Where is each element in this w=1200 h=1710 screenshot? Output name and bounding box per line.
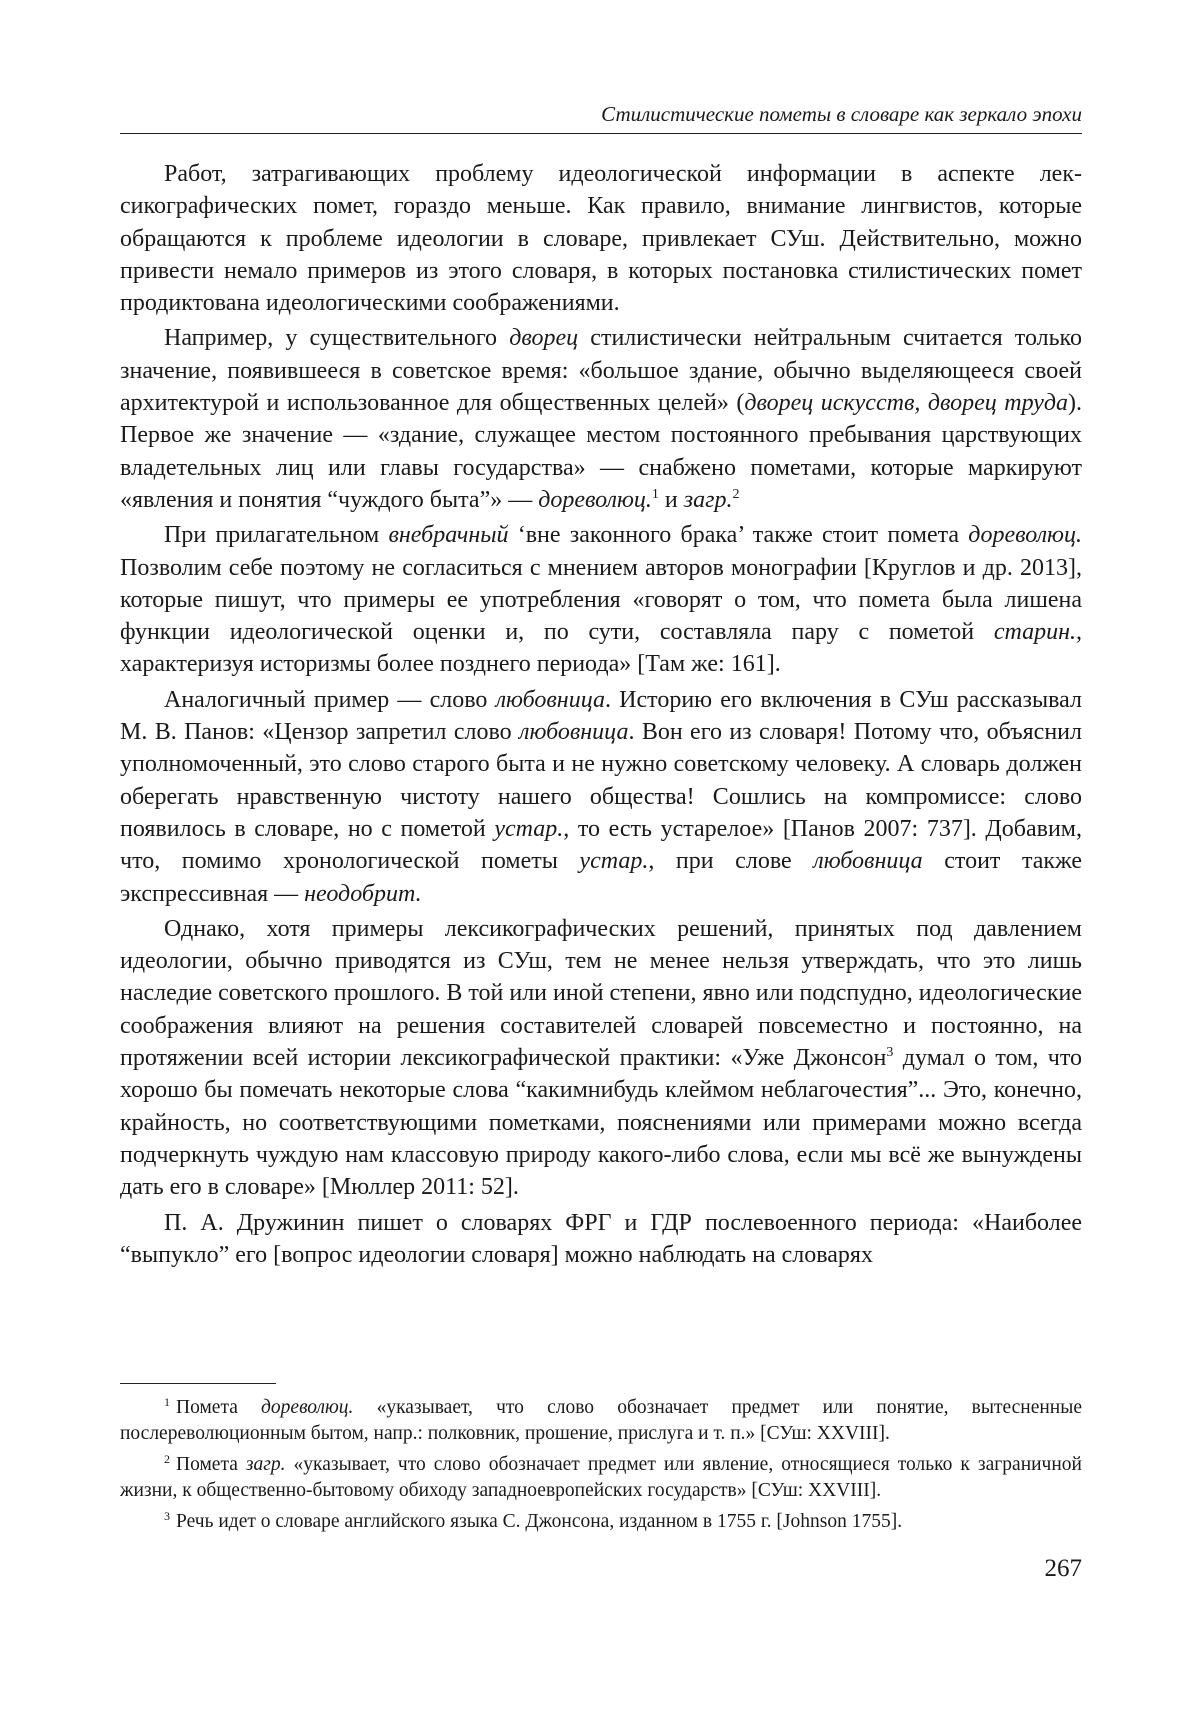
text-run: ‘вне законного брака’ также стоит помета [508, 522, 969, 549]
footnotes [120, 1395, 1082, 1535]
body-text [120, 158, 1082, 1271]
footnote [120, 1395, 1082, 1447]
running-head: Стилистические пометы в словаре как зеркало эпохи [601, 102, 1082, 126]
text-run: стоит также экспрессивная — [120, 848, 1082, 907]
paragraph [120, 684, 1082, 910]
italic-term: неодобрит. [304, 880, 422, 907]
italic-term: внебрачный [388, 522, 509, 549]
italic-term: любовница [495, 686, 606, 713]
text-run: Например, у существительного [164, 325, 510, 352]
paragraph [120, 1207, 1082, 1272]
italic-term: любовница [813, 848, 923, 875]
footnote-ref: 3 [886, 1045, 894, 1061]
text-run: Позволим себе поэтому не согласиться с мнением авторов монографии [Круглов и др. 2013], которые пишут, что примеры ее употребления «говорят о том, что помета была лишена функции идеологической оценки и, по сути, составляла пару с пометой [120, 554, 1082, 646]
text-run: . Вон его из словаря! Потому что, объяснил уполномоченный, это слово старого быта и не нужно советскому человеку. А словарь должен оберегать нравственную чистоту нашего общества! Сошлись на компромиссе: слово появилось в словаре, но с пометой [120, 719, 1082, 842]
footnote-number: 3 [164, 1508, 170, 1523]
text-run: и [658, 486, 684, 513]
italic-term: загр. [245, 1454, 286, 1475]
header-rule [120, 133, 1082, 134]
paragraph [120, 913, 1082, 1204]
italic-term: устар. [494, 815, 564, 842]
text-run: Помета [176, 1454, 246, 1475]
italic-term: дворец искусств, дворец труда [744, 390, 1068, 417]
text-run: Работ, затрагивающих проблему идеологической информации в аспекте лексикографических помет, гораздо меньше. Как правило, внимание лингвистов, которые обращаются к проблеме идеологии в словаре, привлекает СУш. Действительно, можно привести немало примеров из этого словаря, в которых постановка стилистических помет продиктована идеологическими соображениями. [120, 161, 1082, 317]
italic-term: устар. [579, 848, 649, 875]
text-run: , характеризуя историзмы более позднего периода» [Там же: 161]. [120, 619, 1082, 678]
italic-term: дореволюц. [538, 486, 652, 513]
paragraph [120, 519, 1082, 680]
footnote-ref: 2 [732, 486, 740, 502]
paragraph [120, 322, 1082, 516]
italic-term: любовница [519, 719, 629, 746]
text-run: , то есть устарелое» [Панов 2007: 737]. Добавим, что, помимо хронологической пометы [120, 815, 1082, 875]
footnote-ref: 1 [651, 486, 659, 502]
text-run: Помета [176, 1397, 262, 1418]
text-run: «указывает, что слово обозначает предмет или явление, относящиеся только к заграничной жизни, к общественно-бытовому обиходу западноевропейских государств» [СУш: XXVIII]. [120, 1454, 1082, 1501]
text-run: ). Первое же значение — «здание, служащее местом постоянного пребывания царствующих владетельных лиц или главы государства» — снабжено пометами, которые маркируют «явления и понятия “чуждого быта”» — [120, 390, 1082, 513]
footnote [120, 1509, 1082, 1535]
text-run: стилистически нейтральным считается только значение, появившееся в советское время: «большое здание, обычно выделяющееся своей архитектурой и использованное для общественных целей» ( [120, 325, 1082, 417]
text-run: Речь идет о словаре английского языка С. Джонсона, изданном в 1755 г. [Johnson 1755]. [176, 1511, 903, 1532]
page-number: 267 [1044, 1555, 1082, 1582]
text-run: , при слове [648, 848, 814, 875]
footnote-number: 2 [164, 1451, 170, 1466]
book-page [120, 0, 1082, 1710]
text-run: «указывает, что слово обозначает предмет или понятие, вытесненные послереволюционным бытом, напр.: полковник, прошение, прислуга и т. п.» [СУш: XXVIII]. [120, 1397, 1082, 1444]
italic-term: дореволюц. [261, 1397, 354, 1418]
footnote [120, 1452, 1082, 1504]
text-run: думал о том, что хорошо бы помечать некоторые слова “какимнибудь клеймом неблагочестия”... Это, конечно, крайность, но соответствующими пометками, пояснениями или примерами можно всегда подчеркнуть чуждую нам классовую природу какого-либо слова, если мы всё же вынуждены дать его в словаре» [Мюллер 2011: 52]. [120, 1045, 1082, 1201]
text-run: . Историю его включения в СУш рассказывал М. В. Панов: «Цензор запретил слово [120, 686, 1082, 746]
italic-term: старин. [993, 619, 1076, 646]
text-run: Однако, хотя примеры лексикографических решений, принятых под давлением идеологии, обычно приводятся из СУш, тем не менее нельзя утверждать, что это лишь наследие советского прошлого. В той или иной степени, явно или подспудно, идеологические соображения влияют на решения составителей словарей повсеместно и постоянно, на протяжении всей истории лексикографической практики: «Уже Джонсон [120, 915, 1082, 1072]
paragraph [120, 158, 1082, 319]
italic-term: дореволюц. [968, 522, 1082, 549]
footnote-number: 1 [164, 1394, 170, 1409]
text-run: Аналогичный пример — слово [164, 686, 496, 713]
italic-term: загр. [683, 486, 733, 513]
italic-term: дворец [509, 325, 579, 352]
text-run: При прилагательном [164, 522, 389, 549]
footnote-separator [120, 1383, 276, 1384]
text-run: П. А. Дружинин пишет о словарях ФРГ и ГДР послевоенного периода: «Наиболее “выпукло” его [вопрос идеологии словаря] можно наблюдать на словарях [120, 1209, 1082, 1268]
